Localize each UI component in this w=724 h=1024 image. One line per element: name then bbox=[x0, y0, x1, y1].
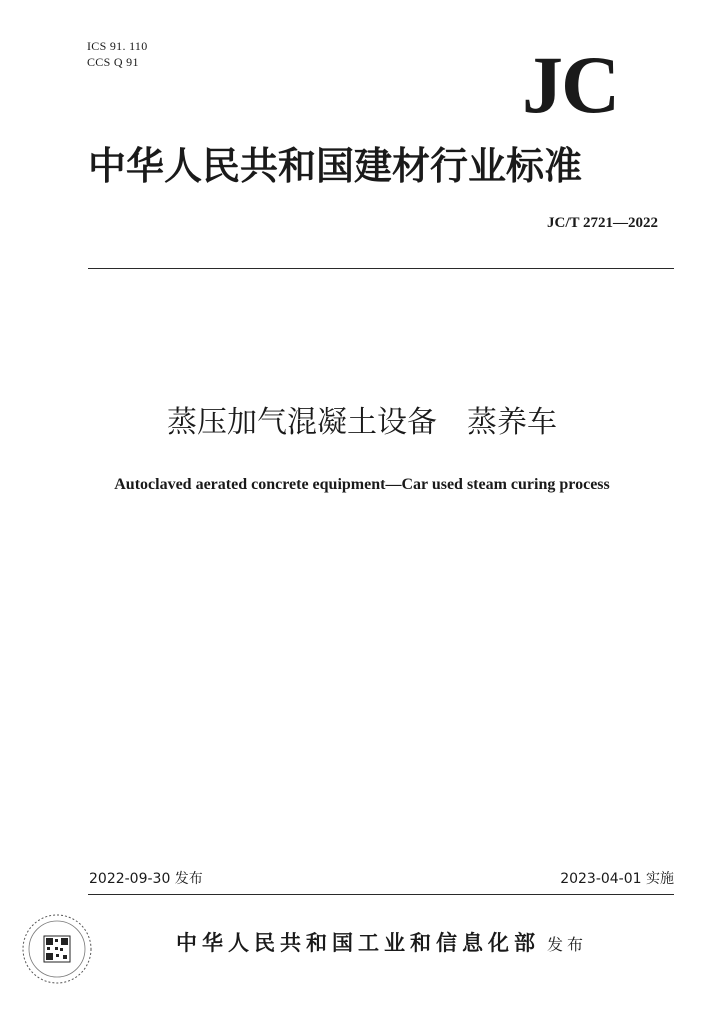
issue-date: 2022-09-30 发布 bbox=[89, 871, 203, 887]
ics-code: ICS 91. 110 bbox=[87, 39, 148, 53]
title-english: Autoclaved aerated concrete equipment—Car used steam curing process bbox=[114, 476, 610, 493]
jc-logo: JC bbox=[522, 39, 619, 130]
implementation-date: 2023-04-01 实施 bbox=[560, 871, 674, 887]
standard-number: JC/T 2721—2022 bbox=[547, 215, 658, 231]
footer-divider bbox=[88, 894, 674, 895]
header-divider bbox=[88, 268, 674, 269]
ccs-code: CCS Q 91 bbox=[87, 55, 139, 69]
title-chinese: 蒸压加气混凝土设备 蒸养车 bbox=[167, 405, 557, 440]
publish-label: 发布 bbox=[547, 935, 588, 954]
standard-category: 中华人民共和国建材行业标准 bbox=[88, 143, 583, 188]
issuing-authority: 中华人民共和国工业和信息化部 bbox=[176, 931, 540, 955]
qr-seal-icon bbox=[20, 912, 94, 986]
